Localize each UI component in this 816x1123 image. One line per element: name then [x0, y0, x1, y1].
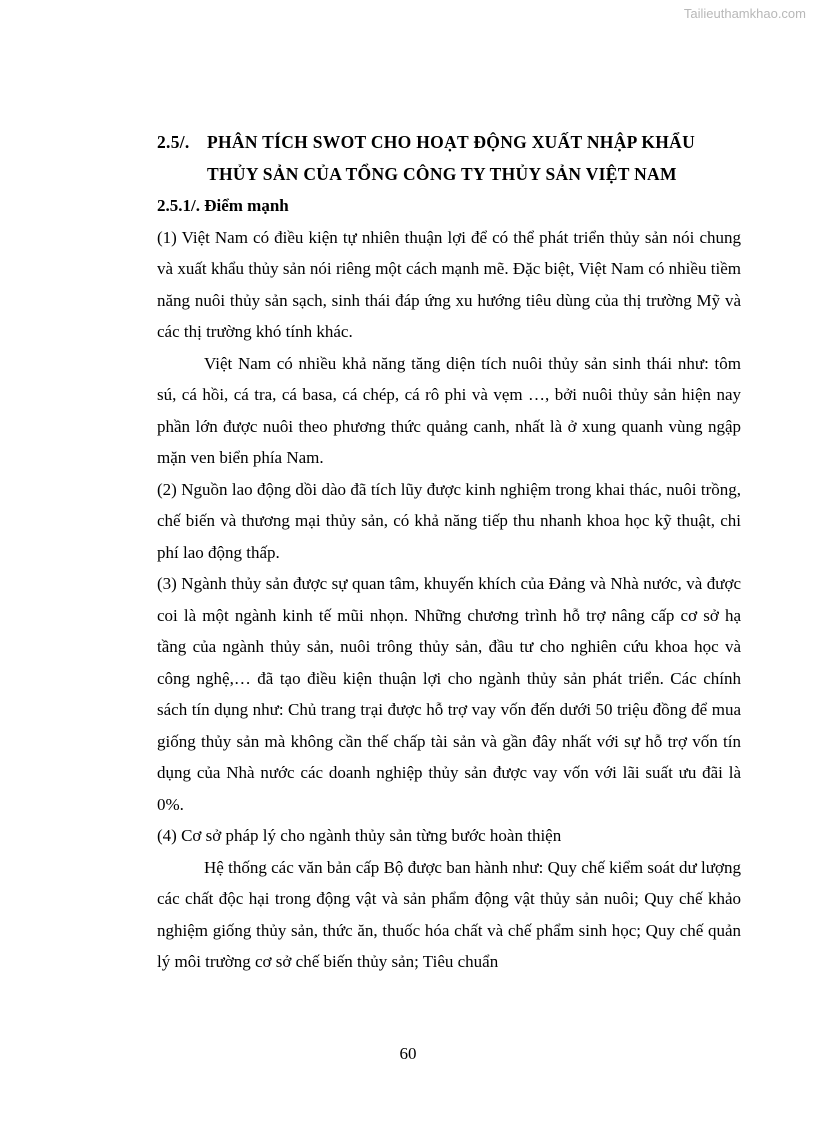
page-number: 60	[399, 1044, 417, 1063]
document-body	[157, 127, 741, 978]
watermark-text: Tailieuthamkhao.com	[683, 6, 806, 21]
paragraph-legal-documents: Hệ thống các văn bản cấp Bộ được ban hành như: Quy chế kiểm soát dư lượng các chất độc hại trong động vật và sản phẩm động vật thủy sản nuôi; Quy chế khảo nghiệm giống thủy sản, thức ăn, thuốc hóa chất và chế phẩm sinh học; Quy chế quản lý môi trường cơ sở chế biến thủy sản; Tiêu chuẩn	[157, 857, 741, 971]
paragraph-strength-4: (4) Cơ sở pháp lý cho ngành thủy sản từng bước hoàn thiện	[157, 826, 562, 845]
paragraph-strength-3: (3) Ngành thủy sản được sự quan tâm, khuyến khích của Đảng và Nhà nước, và được coi là một ngành kinh tế mũi nhọn. Những chương trình hỗ trợ nâng cấp cơ sở hạ tầng của ngành thủy sản, nuôi trông thủy sản, đầu tư cho nghiên cứu khoa học và công nghệ,… đã tạo điều kiện thuận lợi cho ngành thủy sản phát triển. Các chính sách tín dụng như: Chủ trang trại được hỗ trợ vay vốn đến dưới 50 triệu đồng để mua giống thủy sản mà không cần thế chấp tài sản và gần đây nhất với sự hỗ trợ vốn tín dụng của Nhà nước các doanh nghiệp thủy sản được vay vốn với lãi suất ưu đãi là 0%.	[157, 574, 741, 814]
paragraph-ecological-aquaculture: Việt Nam có nhiều khả năng tăng diện tích nuôi thủy sản sinh thái như: tôm sú, cá hồi, cá tra, cá basa, cá chép, cá rô phi và vẹm …, bởi nuôi thủy sản hiện nay phần lớn được nuôi theo phương thức quảng canh, nhất là ở xung quanh vùng ngập mặn ven biển phía Nam.	[157, 353, 741, 467]
subsection-heading: 2.5.1/. Điểm mạnh	[157, 196, 289, 215]
section-heading	[157, 127, 741, 190]
section-heading-line1	[157, 127, 741, 159]
section-number: 2.5/.	[157, 132, 190, 152]
paragraph-strength-1: (1) Việt Nam có điều kiện tự nhiên thuận lợi để có thể phát triển thủy sản nói chung và xuất khẩu thủy sản nói riêng một cách mạnh mẽ. Đặc biệt, Việt Nam có nhiều tiềm năng nuôi thủy sản sạch, sinh thái đáp ứng xu hướng tiêu dùng của thị trường Mỹ và các thị trường khó tính khác.	[157, 227, 741, 341]
section-title-line2: THỦY SẢN CỦA TỔNG CÔNG TY THỦY SẢN VIỆT NAM	[207, 163, 677, 184]
section-title-line1: PHÂN TÍCH SWOT CHO HOẠT ĐỘNG XUẤT NHẬP KHẨU	[207, 132, 696, 152]
paragraph-strength-2: (2) Nguồn lao động dồi dào đã tích lũy được kinh nghiệm trong khai thác, nuôi trồng, chế biến và thương mại thủy sản, có khả năng tiếp thu nhanh khoa học kỹ thuật, chi phí lao động thấp.	[157, 479, 741, 562]
